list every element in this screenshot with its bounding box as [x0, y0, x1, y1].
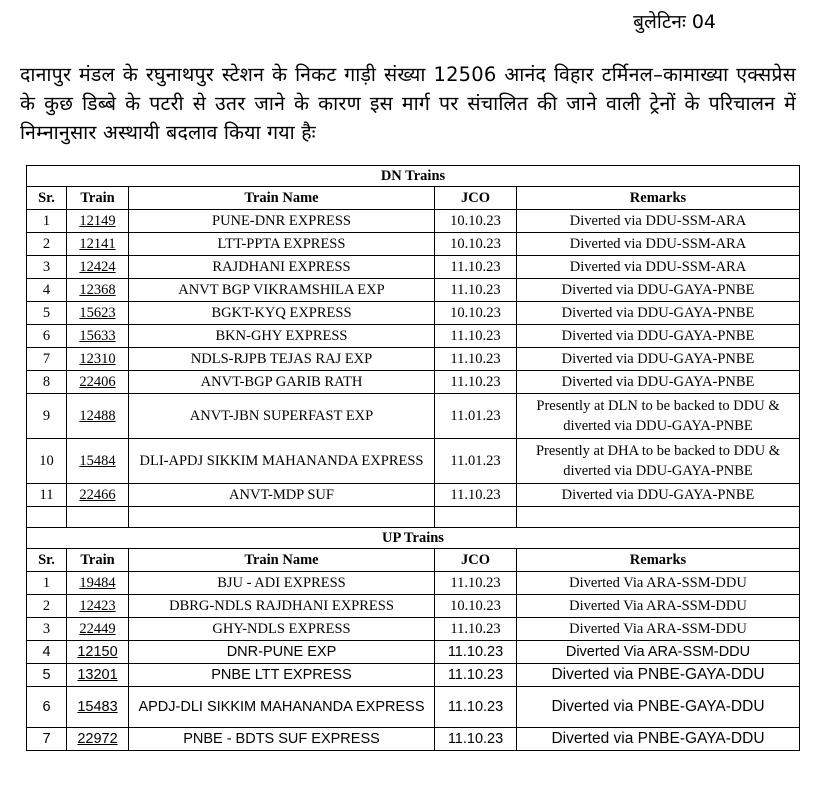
train-name-cell: PNBE - BDTS SUF EXPRESS	[129, 728, 435, 751]
blank-row	[27, 507, 800, 528]
train-cell	[67, 728, 129, 751]
train-name-cell: ANVT BGP VIKRAMSHILA EXP	[129, 279, 435, 302]
table-row	[27, 348, 800, 371]
train-number-link[interactable]: 15483	[77, 699, 118, 715]
train-number-link[interactable]: 12149	[79, 212, 116, 229]
jco-cell: 10.10.23	[435, 233, 517, 256]
train-name-cell: APDJ-DLI SIKKIM MAHANANDA EXPRESS	[129, 687, 435, 728]
table-row	[27, 210, 800, 233]
table-row	[27, 728, 800, 751]
train-number-link[interactable]: 22406	[79, 373, 116, 390]
jco-cell: 11.10.23	[435, 572, 517, 595]
remarks-cell: Presently at DHA to be backed to DDU & diverted via DDU-GAYA-PNBE	[517, 439, 800, 484]
jco-cell: 11.10.23	[435, 641, 517, 664]
table-row	[27, 572, 800, 595]
table-row	[27, 641, 800, 664]
jco-cell: 11.10.23	[435, 348, 517, 371]
col-train: Train	[67, 187, 129, 210]
train-name-cell: DLI-APDJ SIKKIM MAHANANDA EXPRESS	[129, 439, 435, 484]
table-row	[27, 279, 800, 302]
remarks-cell: Diverted via DDU-SSM-ARA	[517, 233, 800, 256]
sr-cell: 3	[27, 618, 67, 641]
sr-cell: 6	[27, 687, 67, 728]
remarks-cell: Diverted via DDU-SSM-ARA	[517, 210, 800, 233]
up-col-train-name: Train Name	[129, 549, 435, 572]
remarks-cell: Diverted via PNBE-GAYA-DDU	[517, 664, 800, 687]
train-cell	[67, 325, 129, 348]
table-row	[27, 302, 800, 325]
train-name-cell: ANVT-BGP GARIB RATH	[129, 371, 435, 394]
table-row	[27, 618, 800, 641]
train-name-cell: PUNE-DNR EXPRESS	[129, 210, 435, 233]
train-number-link[interactable]: 13201	[77, 667, 118, 683]
sr-cell: 2	[27, 595, 67, 618]
train-number-link[interactable]: 12423	[79, 597, 116, 614]
col-sr: Sr.	[27, 187, 67, 210]
table-row	[27, 687, 800, 728]
remarks-cell: Diverted via PNBE-GAYA-DDU	[517, 687, 800, 728]
sr-cell: 7	[27, 348, 67, 371]
table-row	[27, 233, 800, 256]
train-number-link[interactable]: 12141	[79, 235, 116, 252]
train-cell	[67, 641, 129, 664]
up-col-train: Train	[67, 549, 129, 572]
table-row	[27, 371, 800, 394]
jco-cell: 10.10.23	[435, 210, 517, 233]
train-cell	[67, 664, 129, 687]
table-row	[27, 484, 800, 507]
empty-cell	[67, 507, 129, 528]
train-number-link[interactable]: 15633	[79, 327, 116, 344]
train-cell	[67, 687, 129, 728]
train-number-link[interactable]: 15623	[79, 304, 116, 321]
sr-cell: 4	[27, 279, 67, 302]
train-cell	[67, 484, 129, 507]
sr-cell: 4	[27, 641, 67, 664]
sr-cell: 6	[27, 325, 67, 348]
remarks-cell: Diverted via DDU-GAYA-PNBE	[517, 484, 800, 507]
train-number-link[interactable]: 22466	[79, 486, 116, 503]
train-cell	[67, 618, 129, 641]
train-cell	[67, 233, 129, 256]
jco-cell: 11.10.23	[435, 687, 517, 728]
col-remarks: Remarks	[517, 187, 800, 210]
sr-cell: 8	[27, 371, 67, 394]
table-row	[27, 325, 800, 348]
intro-paragraph: दानापुर मंडल के रघुनाथपुर स्टेशन के निकट गाड़ी संख्या 12506 आनंद विहार टर्मिनल–कामाख्या एक्सप्रेस के कुछ डिब्बे के पटरी से उतर जाने के कारण इस मार्ग पर संचालित की जाने वाली ट्रेनों के परिचालन में निम्नानुसार अस्थायी बदलाव किया गया हैः	[20, 63, 796, 144]
empty-cell	[129, 507, 435, 528]
sr-cell: 9	[27, 394, 67, 439]
table-row	[27, 664, 800, 687]
remarks-cell: Diverted Via ARA-SSM-DDU	[517, 618, 800, 641]
sr-cell: 11	[27, 484, 67, 507]
table-row	[27, 595, 800, 618]
train-name-cell: DNR-PUNE EXP	[129, 641, 435, 664]
jco-cell: 11.10.23	[435, 325, 517, 348]
train-cell	[67, 394, 129, 439]
remarks-cell: Diverted via DDU-SSM-ARA	[517, 256, 800, 279]
train-name-cell: DBRG-NDLS RAJDHANI EXPRESS	[129, 595, 435, 618]
train-name-cell: RAJDHANI EXPRESS	[129, 256, 435, 279]
train-cell	[67, 256, 129, 279]
train-name-cell: GHY-NDLS EXPRESS	[129, 618, 435, 641]
sr-cell: 2	[27, 233, 67, 256]
train-number-link[interactable]: 12310	[79, 350, 116, 367]
train-number-link[interactable]: 15484	[79, 453, 116, 469]
jco-cell: 11.10.23	[435, 484, 517, 507]
train-name-cell: BKN-GHY EXPRESS	[129, 325, 435, 348]
train-number-link[interactable]: 22972	[77, 731, 118, 747]
remarks-cell: Diverted via DDU-GAYA-PNBE	[517, 279, 800, 302]
train-name-cell: PNBE LTT EXPRESS	[129, 664, 435, 687]
train-cell	[67, 348, 129, 371]
remarks-cell: Diverted via DDU-GAYA-PNBE	[517, 348, 800, 371]
train-number-link[interactable]: 12150	[77, 644, 118, 660]
up-section-title: UP Trains	[27, 528, 800, 549]
train-number-link[interactable]: 12368	[79, 281, 116, 298]
train-cell	[67, 302, 129, 325]
col-jco: JCO	[435, 187, 517, 210]
sr-cell: 5	[27, 302, 67, 325]
jco-cell: 11.10.23	[435, 664, 517, 687]
remarks-cell: Diverted Via ARA-SSM-DDU	[517, 595, 800, 618]
train-name-cell: ANVT-MDP SUF	[129, 484, 435, 507]
jco-cell: 11.10.23	[435, 256, 517, 279]
train-number-link[interactable]: 22449	[79, 620, 116, 637]
jco-cell: 11.01.23	[435, 394, 517, 439]
train-name-cell: LTT-PPTA EXPRESS	[129, 233, 435, 256]
train-name-cell: NDLS-RJPB TEJAS RAJ EXP	[129, 348, 435, 371]
jco-cell: 11.01.23	[435, 439, 517, 484]
table-row	[27, 394, 800, 439]
train-name-cell: BJU - ADI EXPRESS	[129, 572, 435, 595]
jco-cell: 10.10.23	[435, 302, 517, 325]
jco-cell: 11.10.23	[435, 618, 517, 641]
remarks-cell: Diverted Via ARA-SSM-DDU	[517, 641, 800, 664]
train-cell	[67, 595, 129, 618]
empty-cell	[435, 507, 517, 528]
table-row	[27, 256, 800, 279]
sr-cell: 10	[27, 439, 67, 484]
remarks-cell: Diverted via DDU-GAYA-PNBE	[517, 302, 800, 325]
train-cell	[67, 572, 129, 595]
sr-cell: 1	[27, 210, 67, 233]
col-train-name: Train Name	[129, 187, 435, 210]
remarks-cell: Presently at DLN to be backed to DDU & diverted via DDU-GAYA-PNBE	[517, 394, 800, 439]
train-name-cell: BGKT-KYQ EXPRESS	[129, 302, 435, 325]
sr-cell: 3	[27, 256, 67, 279]
remarks-cell: Diverted Via ARA-SSM-DDU	[517, 572, 800, 595]
empty-cell	[27, 507, 67, 528]
train-number-link[interactable]: 19484	[79, 574, 116, 591]
train-number-link[interactable]: 12488	[79, 408, 116, 424]
bulletin-number: बुलेटिनः 04	[633, 11, 716, 33]
train-number-link[interactable]: 12424	[79, 258, 116, 275]
train-cell	[67, 439, 129, 484]
jco-cell: 11.10.23	[435, 279, 517, 302]
remarks-cell: Diverted via PNBE-GAYA-DDU	[517, 728, 800, 751]
train-cell	[67, 210, 129, 233]
empty-cell	[517, 507, 800, 528]
sr-cell: 7	[27, 728, 67, 751]
up-col-jco: JCO	[435, 549, 517, 572]
up-col-sr: Sr.	[27, 549, 67, 572]
remarks-cell: Diverted via DDU-GAYA-PNBE	[517, 371, 800, 394]
sr-cell: 1	[27, 572, 67, 595]
jco-cell: 10.10.23	[435, 595, 517, 618]
train-cell	[67, 279, 129, 302]
sr-cell: 5	[27, 664, 67, 687]
train-cell	[67, 371, 129, 394]
jco-cell: 11.10.23	[435, 371, 517, 394]
dn-section-title: DN Trains	[27, 166, 800, 187]
table-row	[27, 439, 800, 484]
up-col-remarks: Remarks	[517, 549, 800, 572]
remarks-cell: Diverted via DDU-GAYA-PNBE	[517, 325, 800, 348]
diversion-table	[26, 165, 800, 751]
train-name-cell: ANVT-JBN SUPERFAST EXP	[129, 394, 435, 439]
jco-cell: 11.10.23	[435, 728, 517, 751]
